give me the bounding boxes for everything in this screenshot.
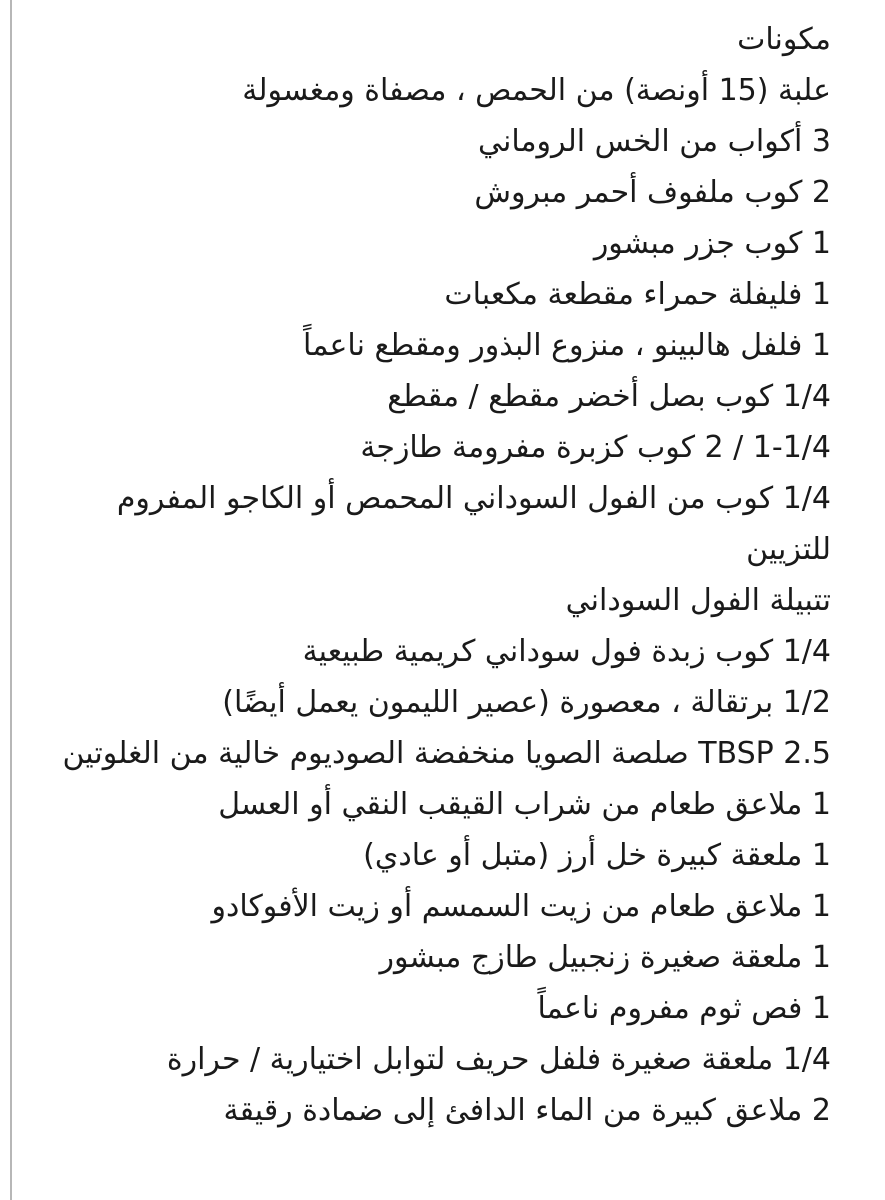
ingredient-line: 3 أكواب من الخس الروماني: [477, 124, 831, 159]
dressing-line: 1/4 ملعقة صغيرة فلفل حريف لتوابل اختيارية / حرارة: [166, 1042, 831, 1077]
section-heading-ingredients: مكونات: [737, 22, 831, 57]
ingredient-line: علبة (15 أونصة) من الحمص ، مصفاة ومغسولة: [242, 73, 831, 108]
dressing-line: 1/4 كوب زبدة فول سوداني كريمية طبيعية: [302, 634, 831, 669]
ingredient-line: 1/4 كوب من الفول السوداني المحمص أو الكاجو المفروم للتزيين: [116, 481, 831, 567]
ingredient-line: 1-1/4 / 2 كوب كزبرة مفرومة طازجة: [360, 430, 831, 465]
dressing-line: 1 ملعقة صغيرة زنجبيل طازج مبشور: [379, 940, 831, 975]
section-heading-peanut-dressing: تتبيلة الفول السوداني: [565, 583, 831, 618]
dressing-line: TBSP 2.5 صلصة الصويا منخفضة الصوديوم خالية من الغلوتين: [62, 736, 831, 771]
recipe-text: [40, 14, 831, 1136]
left-border-divider: [10, 0, 12, 1200]
ingredient-line: 1 فلفل هالبينو ، منزوع البذور ومقطع ناعماً: [303, 328, 831, 363]
dressing-line: 2 ملاعق كبيرة من الماء الدافئ إلى ضمادة رقيقة: [223, 1093, 831, 1128]
ingredient-line: 1 كوب جزر مبشور: [593, 226, 831, 261]
dressing-line: 1 ملعقة كبيرة خل أرز (متبل أو عادي): [363, 838, 831, 873]
dressing-line: 1 ملاعق طعام من زيت السمسم أو زيت الأفوكادو: [211, 889, 831, 924]
ingredient-line: 1/4 كوب بصل أخضر مقطع / مقطع: [387, 379, 831, 414]
ingredient-line: 1 فليفلة حمراء مقطعة مكعبات: [444, 277, 831, 312]
dressing-line: 1 ملاعق طعام من شراب القيقب النقي أو العسل: [218, 787, 831, 822]
dressing-line: 1/2 برتقالة ، معصورة (عصير الليمون يعمل أيضًا): [222, 685, 831, 720]
ingredient-line: 2 كوب ملفوف أحمر مبروش: [474, 175, 831, 210]
dressing-line: 1 فص ثوم مفروم ناعماً: [537, 991, 831, 1026]
